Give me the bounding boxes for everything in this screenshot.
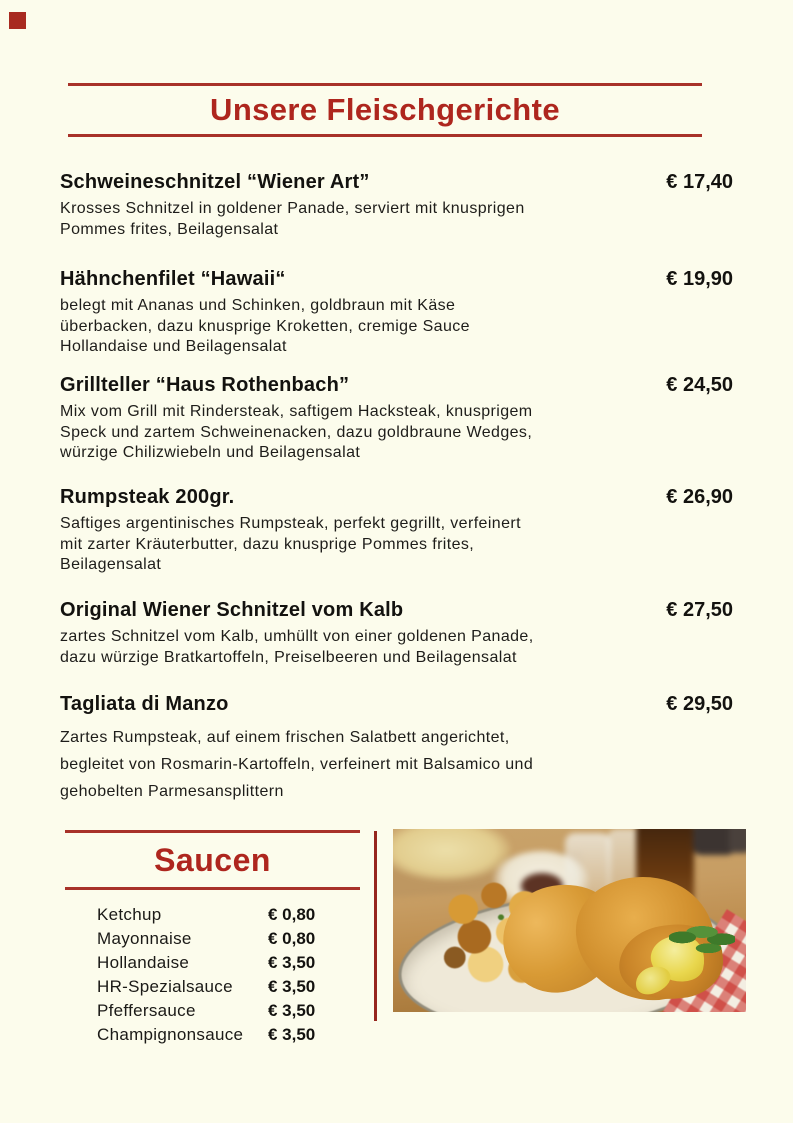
dish-description [60,514,733,576]
dish-description [60,627,733,668]
dish-description [60,199,733,240]
sauce-row [65,927,360,951]
description-line: belegt mit Ananas und Schinken, goldbraun mit Käse [60,297,456,314]
dish-price: € 29,50 [666,693,733,715]
dish-price: € 26,90 [666,486,733,508]
menu-item [60,267,733,358]
menu-item [60,170,733,240]
sauce-row [65,903,360,927]
description-line: zartes Schnitzel vom Kalb, umhüllt von einer goldenen Panade, [60,628,534,645]
menu-item [60,373,733,464]
description-line: Zartes Rumpsteak, auf einem frischen Salatbett angerichtet, [60,729,510,746]
menu-item-head [60,267,733,291]
corner-decoration-square [9,12,26,29]
sauce-name: Hollandaise [97,953,190,972]
sauce-row [65,975,360,999]
page-title-band [68,83,702,137]
sauce-name: Pfeffersauce [97,1001,196,1020]
sauce-name: Ketchup [97,905,162,924]
dish-price: € 27,50 [666,599,733,621]
sauce-price: € 3,50 [268,1001,316,1020]
dish-price: € 19,90 [666,268,733,290]
sauce-price: € 0,80 [268,929,316,948]
description-line: mit zarter Kräuterbutter, dazu knusprige Pommes frites, [60,535,475,553]
menu-item [60,692,733,805]
dish-name: Grillteller “Haus Rothenbach” [60,374,350,396]
dish-price: € 24,50 [666,374,733,396]
description-line: Pommes frites, Beilagensalat [60,220,279,238]
sauce-name: HR-Spezialsauce [97,977,233,996]
vertical-divider-rule [374,831,377,1021]
sauces-title-band [65,830,360,890]
description-line: begleitet von Rosmarin-Kartoffeln, verfeinert mit Balsamico und [60,756,534,773]
description-line: Krosses Schnitzel in goldener Panade, serviert mit knusprigen [60,200,525,217]
dish-description [60,296,733,358]
sauce-name: Champignonsauce [97,1025,244,1044]
dish-name: Rumpsteak 200gr. [60,486,235,508]
dish-name: Tagliata di Manzo [60,693,229,715]
sauces-section [65,830,360,1047]
sauce-price: € 3,50 [268,1025,316,1044]
sauce-price: € 3,50 [268,953,316,972]
dish-name: Original Wiener Schnitzel vom Kalb [60,599,404,621]
menu-item-head [60,692,733,716]
dish-name: Hähnchenfilet “Hawaii“ [60,268,286,290]
dish-name: Schweineschnitzel “Wiener Art” [60,171,370,193]
description-line: Hollandaise und Beilagensalat [60,338,287,355]
description-line: Mix vom Grill mit Rindersteak, saftigem Hacksteak, knusprigem [60,403,533,420]
dish-price: € 17,40 [666,171,733,193]
sauces-list [65,903,360,1047]
sauce-row [65,951,360,975]
photo-bottle [729,829,746,853]
menu-item-head [60,598,733,622]
sauces-title: Saucen [154,841,271,878]
schnitzel-dish-photo [393,829,746,1012]
sauce-name: Mayonnaise [97,929,192,948]
sauce-price: € 3,50 [268,977,316,996]
menu-item-head [60,170,733,194]
menu-item [60,598,733,668]
sauce-price: € 0,80 [268,905,316,924]
photo-parsley-garnish [669,923,735,959]
description-line: Saftiges argentinisches Rumpsteak, perfekt gegrillt, verfeinert [60,515,521,532]
description-line: dazu würzige Bratkartoffeln, Preiselbeeren und Beilagensalat [60,648,517,666]
description-line: überbacken, dazu knusprige Kroketten, cremige Sauce [60,317,470,335]
description-line: Speck und zartem Schweinenacken, dazu goldbraune Wedges, [60,423,533,441]
page-title: Unsere Fleischgerichte [210,92,560,127]
dish-description [60,724,733,805]
description-line: würzige Chilizwiebeln und Beilagensalat [60,444,361,461]
sauce-row [65,999,360,1023]
description-line: Beilagensalat [60,556,162,573]
description-line: gehobelten Parmesansplittern [60,783,284,800]
menu-item-head [60,485,733,509]
sauce-row [65,1023,360,1047]
dish-description [60,402,733,464]
menu-item [60,485,733,576]
menu-item-head [60,373,733,397]
